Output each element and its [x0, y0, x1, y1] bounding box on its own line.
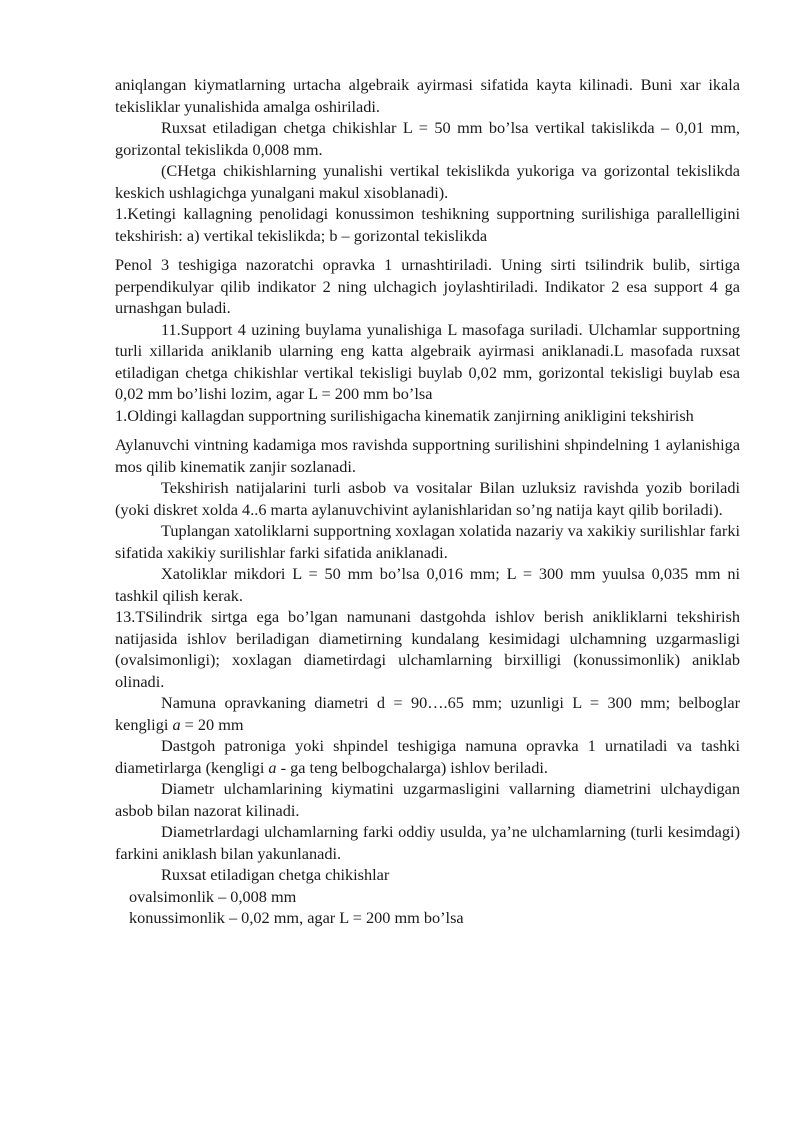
text-run: - ga teng belbogchalarga) ishlov beriladi. — [276, 757, 548, 777]
paragraph: Xatoliklar mikdori L = 50 mm bo’lsa 0,016 mm; L = 300 mm yuulsa 0,035 mm ni tashkil qilish kerak. — [115, 564, 740, 605]
list-line: ovalsimonlik – 0,008 mm — [129, 886, 297, 906]
heading-number: 1. — [115, 204, 128, 223]
paragraph: aniqlangan kiymatlarning urtacha algebraik ayirmasi sifatida kayta kilinadi. Buni xar ikala tekisliklar yunalishida amalga oshiriladi. — [115, 75, 740, 116]
paragraph: (CHetga chikishlarning yunalishi vertikal tekislikda yukoriga va gorizontal tekislikda keskich ushlagichga yunalgani makul xisoblanadi). — [115, 161, 740, 202]
paragraph — [115, 692, 740, 735]
paragraph: Ruxsat etiladigan chetga chikishlar — [161, 865, 390, 884]
heading-text: Ketingi kallagning penolidagi konussimon teshikning supportning surilishiga parallelligini tekshirish: a) vertikal tekislikda; b – gorizontal tekislikda — [115, 204, 740, 245]
paragraph: Penol 3 teshigiga nazoratchi opravka 1 urnashtiriladi. Uning sirti tsilindrik bulib, sirtiga perpendikulyar qilib indikator 2 ning ulchagich joylashtiriladi. Indikator 2 esa support 4 ga urnashgan buladi. — [115, 255, 740, 317]
heading-text: Oldingi kallagdan supportning surilishigacha kinematik zanjirning anikligini tekshirish — [127, 405, 694, 425]
paragraph: Tekshirish natijalarini turli asbob va vositalar Bilan uzluksiz ravishda yozib boriladi (yoki diskret xolda 4..6 marta aylanuvchivint aylanishlaridan so’ng natija kayt qilib boriladi). — [115, 478, 740, 519]
italic-variable: a — [268, 757, 277, 777]
italic-variable: a — [172, 714, 181, 734]
document-page — [115, 74, 740, 929]
paragraph: Tuplangan xatoliklarni supportning xoxlagan xolatida nazariy va xakikiy surilishlar farki sifatida xakikiy surilishlar farki sifatida aniklanadi. — [115, 521, 740, 562]
numbered-heading — [115, 203, 740, 246]
heading-number: 1. — [115, 405, 128, 425]
numbered-heading — [115, 405, 740, 427]
text-run: Namuna opravkaning diametri d = 90….65 mm; uzunligi L = 300 mm; belboglar kengligi — [115, 693, 740, 734]
paragraph — [115, 735, 740, 778]
paragraph: Ruxsat etiladigan chetga chikishlar L = 50 mm bo’lsa vertikal takislikda – 0,01 mm, gorizontal tekislikda 0,008 mm. — [115, 118, 740, 159]
paragraph: 11.Support 4 uzining buylama yunalishiga L masofaga suriladi. Ulchamlar supportning turli xillarida aniklanib ularning eng katta algebraik ayirmasi aniklanadi.L masofada ruxsat etiladigan chetga chikishlar vertikal tekisligi buylab 0,02 mm, gorizontal tekisligi buylab esa 0,02 mm bo’lishi lozim, agar L = 200 mm bo’lsa — [115, 319, 740, 403]
paragraph: Diametr ulchamlarining kiymatini uzgarmasligini vallarning diametrini ulchaydigan asbob bilan nazorat kilinadi. — [115, 779, 740, 820]
text-run: Dastgoh patroniga yoki shpindel teshigiga namuna opravka 1 urnatiladi va tashki diametirlarga (kengligi — [115, 736, 740, 777]
paragraph: Aylanuvchi vintning kadamiga mos ravishda supportning surilishini shpindelning 1 aylanishiga mos qilib kinematik zanjir sozlanadi. — [115, 435, 740, 476]
text-run: = 20 mm — [180, 714, 244, 734]
list-line: konussimonlik – 0,02 mm, agar L = 200 mm bo’lsa — [129, 908, 464, 927]
paragraph: 13.TSilindrik sirtga ega bo’lgan namunani dastgohda ishlov berish anikliklarni tekshirish natijasida ishlov beriladigan diametirning kundalang kesimidagi ulchamning uzgarmasligi (ovalsimonligi); xoxlagan diametirdagi ulchamlarning birxilligi (konussimonlik) aniklab olinadi. — [115, 607, 740, 691]
paragraph: Diametrlardagi ulchamlarning farki oddiy usulda, ya’ne ulchamlarning (turli kesimdagi) farkini aniklash bilan yakunlanadi. — [115, 822, 740, 863]
